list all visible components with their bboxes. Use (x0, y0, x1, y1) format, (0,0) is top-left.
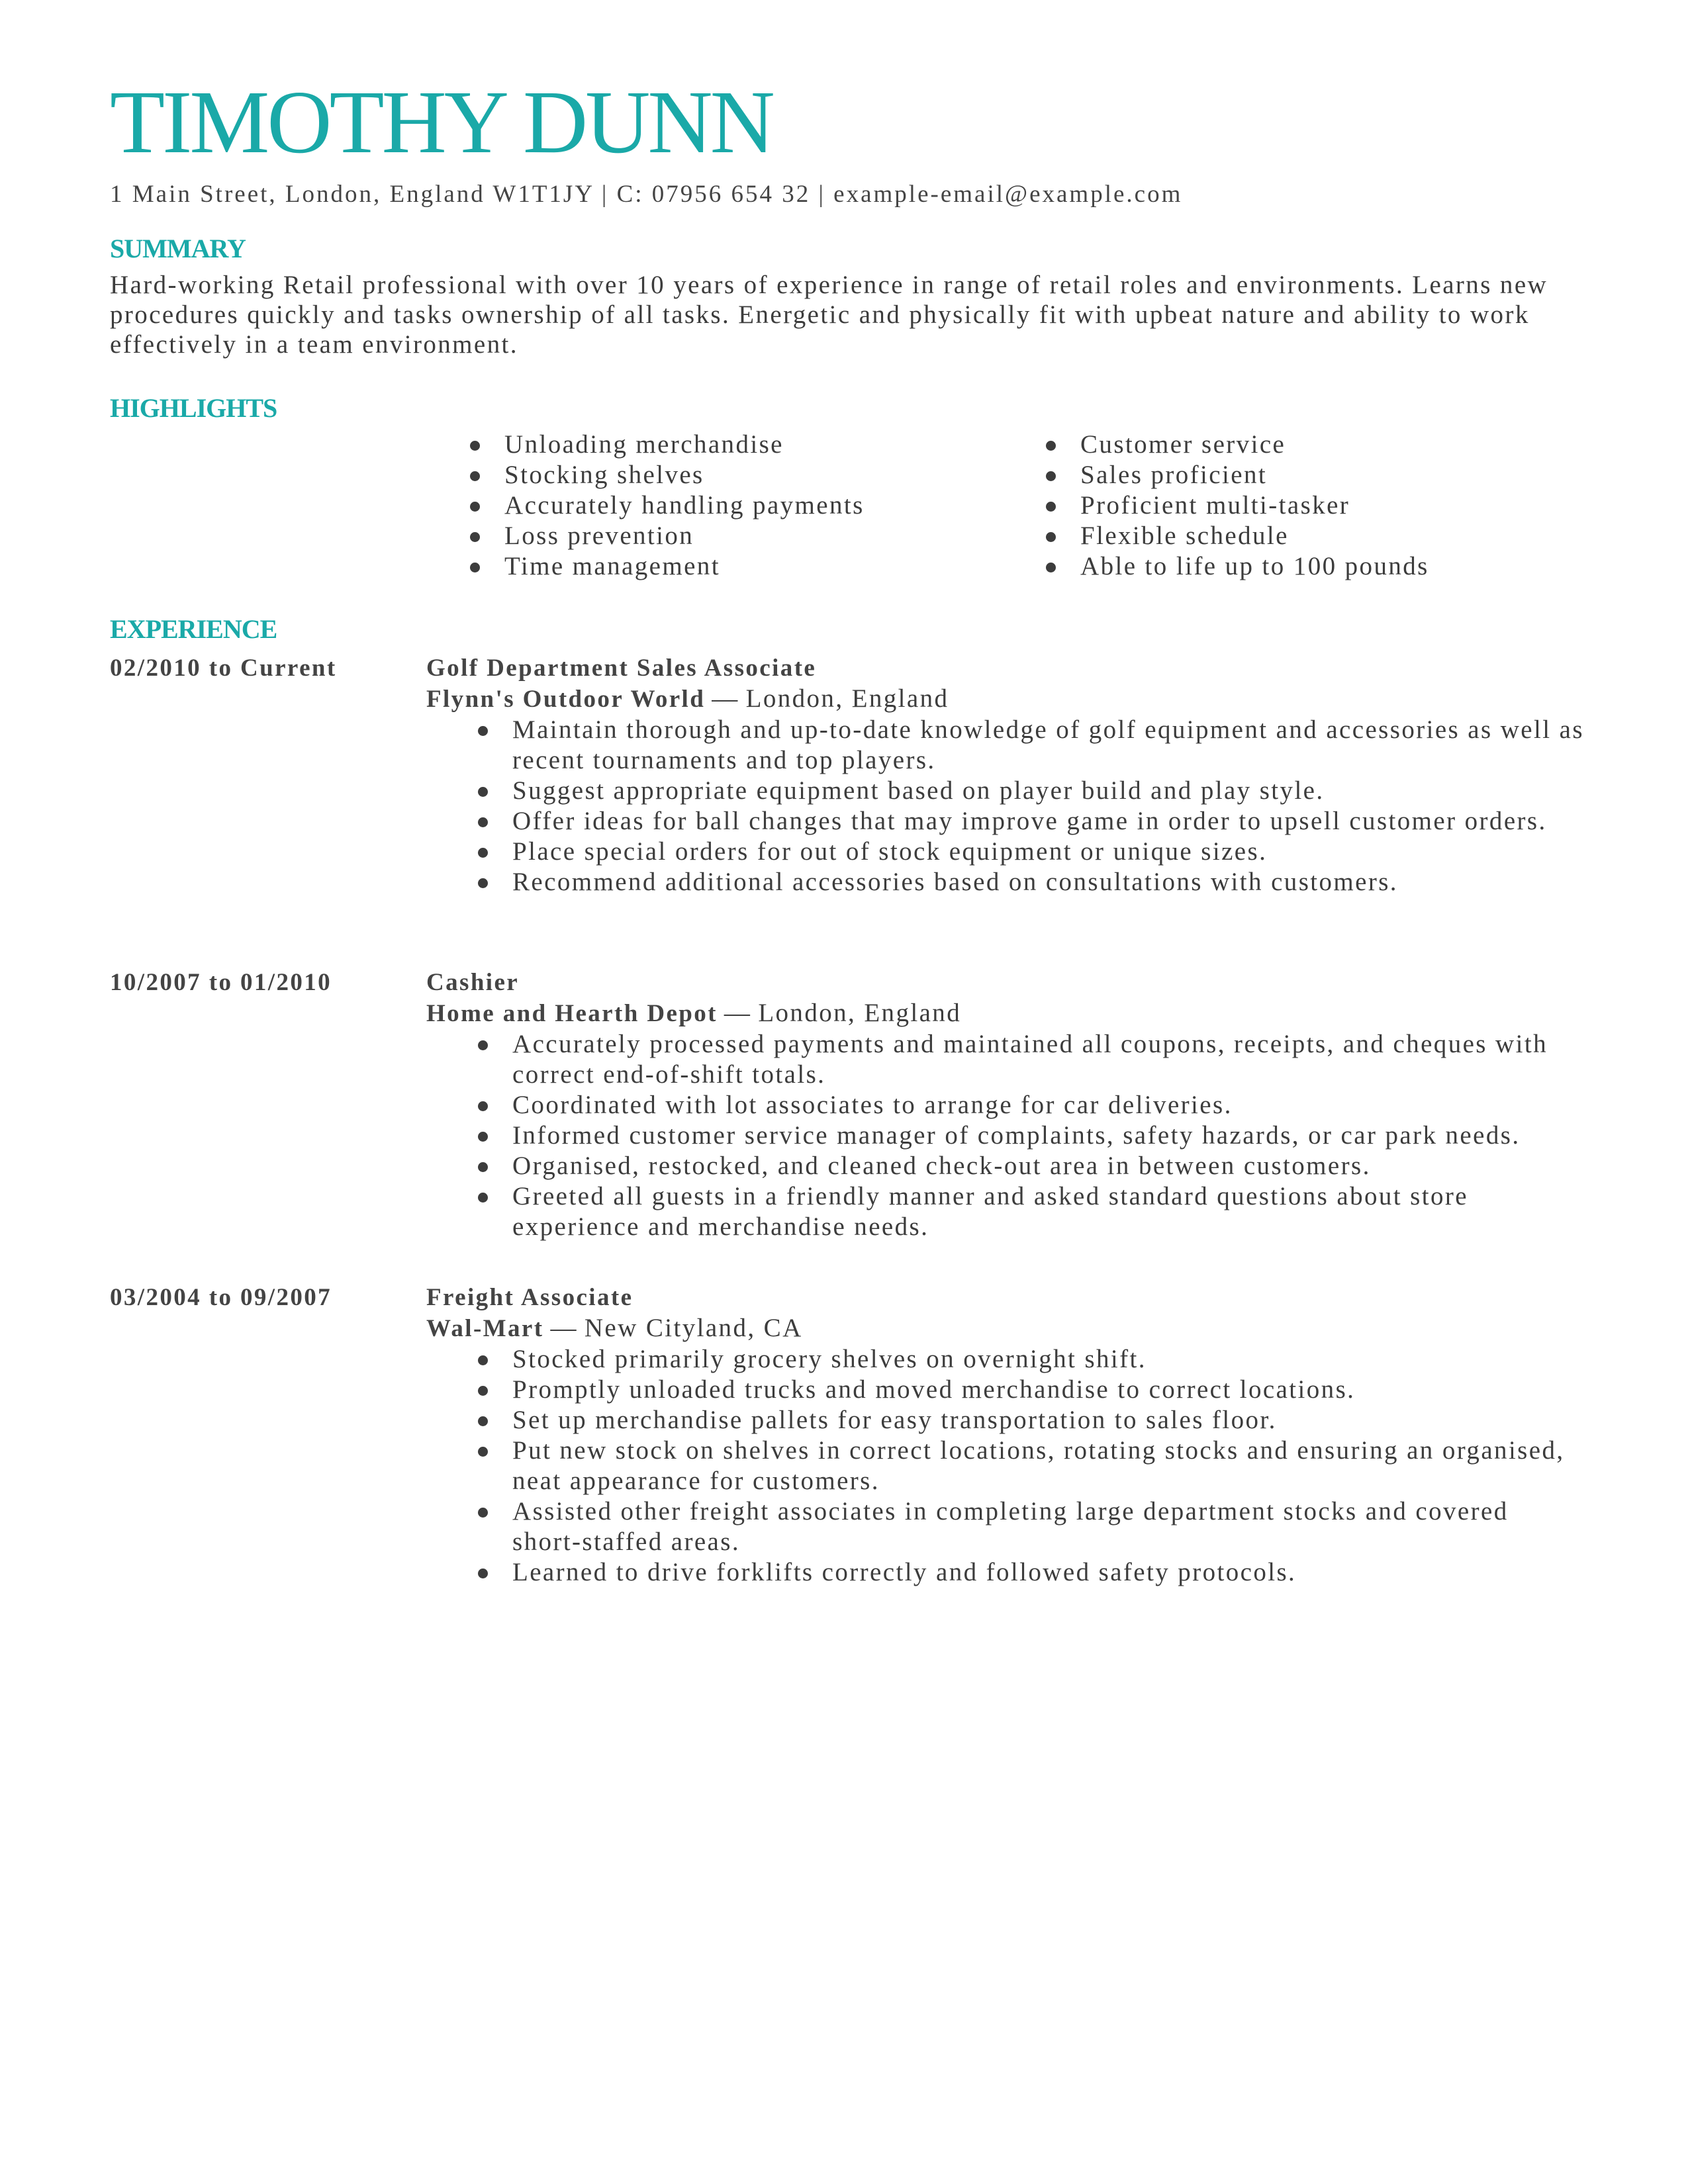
job-bullet: Assisted other freight associates in completing large department stocks and covered short-staffed areas. (475, 1496, 1586, 1557)
job-location: London, England (758, 999, 962, 1027)
job-bullet: Learned to drive forklifts correctly and followed safety protocols. (475, 1557, 1586, 1588)
job-details (426, 1283, 1586, 1588)
contact-line: 1 Main Street, London, England W1T1JY | C: 07956 654 32 | example-email@example.com (110, 181, 1183, 208)
job-bullet: Recommend additional accessories based on consultations with customers. (475, 867, 1586, 897)
job-title: Freight Associate (426, 1284, 633, 1311)
highlight-item: Flexible schedule (1043, 521, 1586, 551)
job-location: London, England (745, 684, 949, 713)
job-dates: 10/2007 to 01/2010 (110, 969, 332, 996)
company-line (426, 998, 1586, 1029)
job-details (426, 968, 1586, 1242)
job-bullet: Set up merchandise pallets for easy transportation to sales floor. (475, 1405, 1586, 1435)
job-bullet: Place special orders for out of stock equipment or unique sizes. (475, 837, 1586, 867)
job-bullet: Put new stock on shelves in correct locations, rotating stocks and ensuring an organised, neat appearance for customers. (475, 1435, 1586, 1496)
company-name: Home and Hearth Depot (426, 1000, 718, 1027)
highlight-item: Accurately handling payments (467, 490, 1037, 521)
job-dates: 03/2004 to 09/2007 (110, 1284, 332, 1311)
job-bullet: Maintain thorough and up-to-date knowledge of golf equipment and accessories as well as recent tournaments and top players. (475, 715, 1586, 776)
highlight-item: Loss prevention (467, 521, 1037, 551)
job-bullets (426, 1344, 1586, 1588)
separator: — (724, 999, 752, 1027)
company-name: Wal-Mart (426, 1315, 544, 1342)
job-bullet: Stocked primarily grocery shelves on overnight shift. (475, 1344, 1586, 1375)
candidate-name: TIMOTHY DUNN (110, 73, 773, 172)
highlights-left-list (467, 430, 1037, 582)
company-name: Flynn's Outdoor World (426, 686, 706, 713)
separator: — (550, 1314, 578, 1342)
highlight-item: Proficient multi-tasker (1043, 490, 1586, 521)
job-dates: 02/2010 to Current (110, 655, 337, 682)
job-bullet: Organised, restocked, and cleaned check-out area in between customers. (475, 1151, 1586, 1181)
job-location: New Cityland, CA (584, 1314, 803, 1342)
highlight-item: Time management (467, 551, 1037, 582)
job-bullets (426, 715, 1586, 897)
job-bullet: Accurately processed payments and maintained all coupons, receipts, and cheques with correct end-of-shift totals. (475, 1029, 1586, 1090)
job-bullet: Informed customer service manager of complaints, safety hazards, or car park needs. (475, 1120, 1586, 1151)
job-bullet: Coordinated with lot associates to arrange for car deliveries. (475, 1090, 1586, 1120)
highlights-heading: HIGHLIGHTS (110, 393, 277, 423)
highlights-right-list (1043, 430, 1586, 582)
highlight-item: Customer service (1043, 430, 1586, 460)
summary-text: Hard-working Retail professional with over 10 years of experience in range of retail roles and environments. Learns new procedures quickly and tasks ownership of all tasks. Energetic and physically fit with upbeat nature and ability to work effectively in a team environment. (110, 271, 1548, 359)
job-bullet: Offer ideas for ball changes that may improve game in order to upsell customer orders. (475, 806, 1586, 837)
job-bullet: Greeted all guests in a friendly manner and asked standard questions about store experience and merchandise needs. (475, 1181, 1586, 1242)
summary-heading: SUMMARY (110, 234, 246, 263)
job-title: Golf Department Sales Associate (426, 655, 817, 682)
company-line (426, 684, 1586, 715)
resume-page (110, 73, 1586, 1586)
job-details (426, 653, 1586, 897)
job-bullet: Suggest appropriate equipment based on player build and play style. (475, 776, 1586, 806)
highlight-item: Stocking shelves (467, 460, 1037, 490)
highlight-item: Sales proficient (1043, 460, 1586, 490)
experience-heading: EXPERIENCE (110, 614, 277, 644)
job-bullets (426, 1029, 1586, 1242)
highlight-item: Unloading merchandise (467, 430, 1037, 460)
company-line (426, 1313, 1586, 1344)
job-bullet: Promptly unloaded trucks and moved merchandise to correct locations. (475, 1375, 1586, 1405)
highlight-item: Able to life up to 100 pounds (1043, 551, 1586, 582)
separator: — (712, 684, 739, 713)
job-title: Cashier (426, 969, 520, 996)
